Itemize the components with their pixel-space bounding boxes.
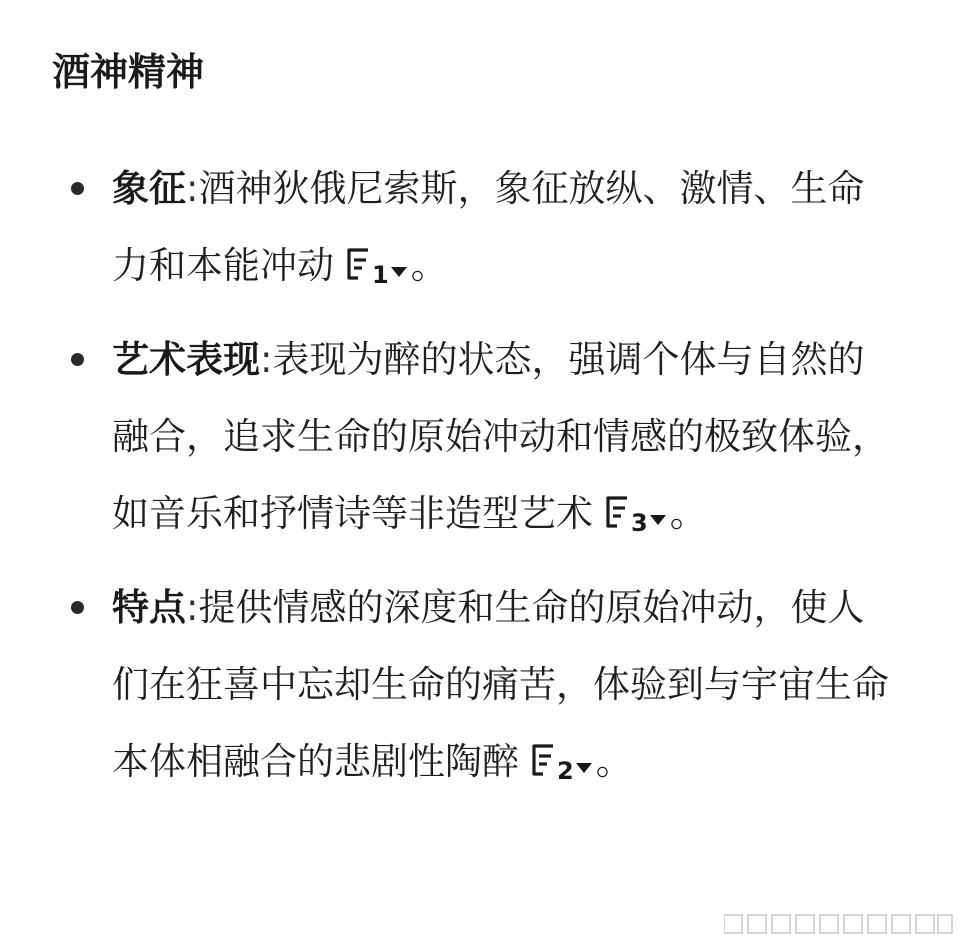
caret-down-icon xyxy=(650,515,666,525)
citation-number: 2 xyxy=(557,756,574,785)
caret-down-icon xyxy=(391,267,407,277)
citation-button[interactable] xyxy=(344,247,407,289)
list-item xyxy=(0,321,960,552)
list-item xyxy=(0,150,960,304)
bullet-dot xyxy=(71,353,84,366)
document-lines-icon xyxy=(529,743,559,777)
document-lines-icon xyxy=(344,247,374,281)
bullet-list xyxy=(0,150,960,817)
item-colon: : xyxy=(186,167,199,210)
citation-number: 3 xyxy=(631,508,648,537)
item-end: 。 xyxy=(410,244,448,287)
citation-number: 1 xyxy=(372,260,389,289)
item-text: 酒神狄俄尼索斯，象征放纵、激情、生命力和本能冲动 xyxy=(112,167,865,287)
item-term: 艺术表现 xyxy=(112,338,260,381)
caret-down-icon xyxy=(576,763,592,773)
item-term: 象征 xyxy=(112,167,186,210)
item-term: 特点 xyxy=(112,586,186,629)
citation-button[interactable] xyxy=(603,495,666,537)
section-title: 酒神精神 xyxy=(52,50,205,94)
bullet-dot xyxy=(71,182,84,195)
item-end: 。 xyxy=(669,492,707,535)
item-text: 表现为醉的状态，强调个体与自然的融合，追求生命的原始冲动和情感的极致体验，如音乐和抒情诗等非造型艺术 xyxy=(112,338,889,535)
watermark-graphic xyxy=(724,911,954,937)
item-colon: : xyxy=(186,586,199,629)
item-end: 。 xyxy=(595,740,633,783)
item-colon: : xyxy=(260,338,273,381)
list-item xyxy=(0,569,960,800)
document-lines-icon xyxy=(603,495,633,529)
citation-button[interactable] xyxy=(529,743,592,785)
bullet-dot xyxy=(71,601,84,614)
item-text: 提供情感的深度和生命的原始冲动，使人们在狂喜中忘却生命的痛苦，体验到与宇宙生命本体相融合的悲剧性陶醉 xyxy=(112,586,889,783)
